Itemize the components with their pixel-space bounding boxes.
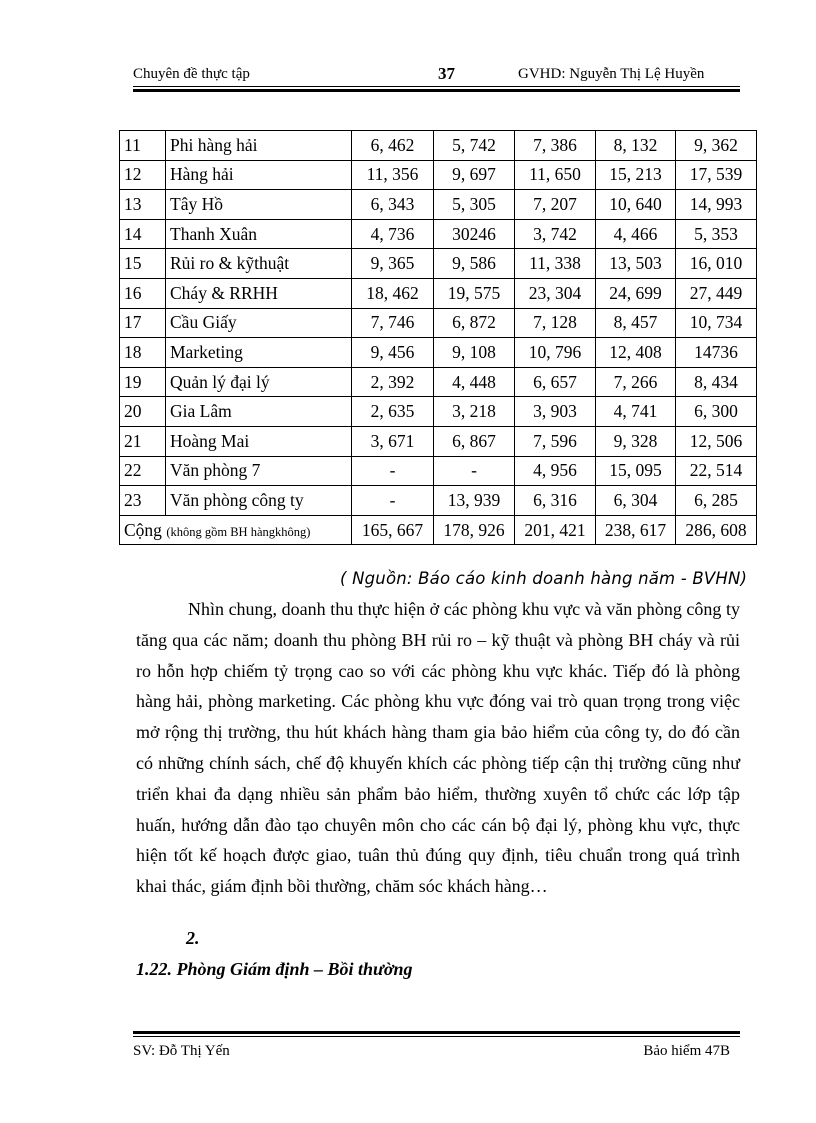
table-cell-v5: 14, 993 <box>676 190 757 220</box>
table-cell-no: 13 <box>120 190 166 220</box>
total-cell-v1: 165, 667 <box>352 515 434 545</box>
table-cell-v2: 9, 108 <box>434 338 515 368</box>
table-cell-name: Tây Hồ <box>166 190 352 220</box>
total-cell-v5: 286, 608 <box>676 515 757 545</box>
table-cell-v3: 7, 596 <box>515 426 596 456</box>
table-row <box>120 456 757 486</box>
total-cell-v2: 178, 926 <box>434 515 515 545</box>
table-cell-v4: 15, 213 <box>596 160 676 190</box>
table-cell-no: 11 <box>120 131 166 161</box>
table-cell-v4: 6, 304 <box>596 486 676 516</box>
table-cell-name: Rủi ro & kỹthuật <box>166 249 352 279</box>
table-cell-v1: 2, 392 <box>352 367 434 397</box>
table-cell-v5: 16, 010 <box>676 249 757 279</box>
table-cell-name: Quản lý đại lý <box>166 367 352 397</box>
table-cell-v1: 6, 343 <box>352 190 434 220</box>
table-cell-v1: 7, 746 <box>352 308 434 338</box>
table-cell-v1: 6, 462 <box>352 131 434 161</box>
table-cell-name: Thanh Xuân <box>166 219 352 249</box>
sub-number: 2. <box>186 928 200 948</box>
table-cell-v3: 23, 304 <box>515 278 596 308</box>
body-paragraph <box>136 594 740 902</box>
table-cell-v3: 4, 956 <box>515 456 596 486</box>
table-cell-v3: 7, 386 <box>515 131 596 161</box>
table-cell-v2: 6, 867 <box>434 426 515 456</box>
paragraph-text: Nhìn chung, doanh thu thực hiện ở các phòng khu vực và văn phòng công ty tăng qua các năm; doanh thu phòng BH rủi ro – kỹ thuật và phòng BH cháy và rủi ro hỗn hợp chiếm tỷ trọng cao so với các phòng khu vực khác. Tiếp đó là phòng hàng hải, phòng marketing. Các phòng khu vực đóng vai trò quan trọng trong việc mở rộng thị trường, thu hút khách hàng tham gia bảo hiểm của công ty, do đó cần có những chính sách, chế độ khuyến khích các phòng tiếp cận thị trường cũng như triển khai đa dạng nhiều sản phẩm bảo hiểm, thường xuyên tổ chức các lớp tập huấn, hướng dẫn đào tạo chuyên môn cho các cán bộ đại lý, phòng khu vực, thực hiện tốt kế hoạch được giao, tuân thủ đúng quy định, tiêu chuẩn trong quá trình khai thác, giám định bồi thường, chăm sóc khách hàng… <box>136 599 740 897</box>
table-cell-v1: 18, 462 <box>352 278 434 308</box>
table-cell-v3: 3, 903 <box>515 397 596 427</box>
footer-class: Bảo hiểm 47B <box>643 1043 730 1059</box>
table-cell-v3: 10, 796 <box>515 338 596 368</box>
table-cell-name: Hàng hải <box>166 160 352 190</box>
table-cell-v4: 10, 640 <box>596 190 676 220</box>
table-cell-v1: 11, 356 <box>352 160 434 190</box>
table-cell-no: 16 <box>120 278 166 308</box>
table-row <box>120 190 757 220</box>
table-source-note: ( Nguồn: Báo cáo kinh doanh hàng năm - BVHN) <box>340 569 748 588</box>
table-cell-v5: 5, 353 <box>676 219 757 249</box>
total-cell-v4: 238, 617 <box>596 515 676 545</box>
table-cell-v5: 17, 539 <box>676 160 757 190</box>
header-title: Chuyên đề thực tập <box>133 66 250 82</box>
table-cell-v2: 5, 305 <box>434 190 515 220</box>
table-cell-name: Văn phòng 7 <box>166 456 352 486</box>
table-cell-name: Cầu Giấy <box>166 308 352 338</box>
table-cell-name: Phi hàng hải <box>166 131 352 161</box>
page-header <box>133 64 740 86</box>
table-row <box>120 426 757 456</box>
table-cell-v2: 9, 697 <box>434 160 515 190</box>
table-cell-v4: 4, 466 <box>596 219 676 249</box>
table-cell-name: Gia Lâm <box>166 397 352 427</box>
table-cell-no: 17 <box>120 308 166 338</box>
table-cell-v4: 7, 266 <box>596 367 676 397</box>
table-row <box>120 219 757 249</box>
table-cell-v4: 9, 328 <box>596 426 676 456</box>
table-cell-v1: - <box>352 456 434 486</box>
table-cell-name: Marketing <box>166 338 352 368</box>
table-cell-v1: 4, 736 <box>352 219 434 249</box>
table-cell-v4: 24, 699 <box>596 278 676 308</box>
table-cell-v4: 4, 741 <box>596 397 676 427</box>
table-row <box>120 278 757 308</box>
table-cell-v5: 8, 434 <box>676 367 757 397</box>
table-cell-v5: 27, 449 <box>676 278 757 308</box>
table-cell-v2: - <box>434 456 515 486</box>
table-cell-v4: 15, 095 <box>596 456 676 486</box>
table-cell-no: 12 <box>120 160 166 190</box>
footer-student: SV: Đỗ Thị Yến <box>133 1043 230 1059</box>
header-rule-thick <box>133 89 740 92</box>
table-cell-v2: 19, 575 <box>434 278 515 308</box>
table-cell-no: 21 <box>120 426 166 456</box>
table-cell-v1: 3, 671 <box>352 426 434 456</box>
table-cell-v5: 22, 514 <box>676 456 757 486</box>
table-row <box>120 308 757 338</box>
table-cell-v5: 6, 285 <box>676 486 757 516</box>
table-cell-v2: 5, 742 <box>434 131 515 161</box>
table-cell-v4: 12, 408 <box>596 338 676 368</box>
table-row <box>120 249 757 279</box>
table-row <box>120 486 757 516</box>
table-cell-v3: 11, 338 <box>515 249 596 279</box>
table-cell-v4: 8, 132 <box>596 131 676 161</box>
page-number: 37 <box>438 64 455 83</box>
table-cell-no: 23 <box>120 486 166 516</box>
table-cell-v4: 8, 457 <box>596 308 676 338</box>
table-cell-name: Cháy & RRHH <box>166 278 352 308</box>
header-supervisor: GVHD: Nguyễn Thị Lệ Huyền <box>518 66 705 82</box>
table-cell-name: Hoàng Mai <box>166 426 352 456</box>
table-cell-v3: 11, 650 <box>515 160 596 190</box>
total-note: (không gồm BH hàngkhông) <box>166 524 311 539</box>
table-row <box>120 131 757 161</box>
table-cell-v2: 4, 448 <box>434 367 515 397</box>
table-cell-no: 14 <box>120 219 166 249</box>
table-cell-v3: 6, 316 <box>515 486 596 516</box>
footer-rule-thin <box>133 1036 740 1037</box>
table-cell-no: 15 <box>120 249 166 279</box>
table-row <box>120 397 757 427</box>
table-cell-v5: 6, 300 <box>676 397 757 427</box>
table-row <box>120 160 757 190</box>
table-cell-v3: 3, 742 <box>515 219 596 249</box>
table-cell-v1: 9, 456 <box>352 338 434 368</box>
table-cell-v4: 13, 503 <box>596 249 676 279</box>
table-cell-v2: 13, 939 <box>434 486 515 516</box>
table-row <box>120 338 757 368</box>
table-cell-no: 19 <box>120 367 166 397</box>
total-label-cell <box>120 515 352 545</box>
table-cell-v1: 2, 635 <box>352 397 434 427</box>
table-cell-v2: 6, 872 <box>434 308 515 338</box>
table-row <box>120 367 757 397</box>
footer-rule-thick <box>133 1031 740 1034</box>
table-cell-no: 20 <box>120 397 166 427</box>
table-cell-no: 22 <box>120 456 166 486</box>
table-cell-v5: 12, 506 <box>676 426 757 456</box>
section-heading: 1.22. Phòng Giám định – Bồi thường <box>136 959 413 979</box>
table-cell-v2: 9, 586 <box>434 249 515 279</box>
table-cell-v3: 7, 207 <box>515 190 596 220</box>
table-cell-v2: 3, 218 <box>434 397 515 427</box>
table-cell-v1: 9, 365 <box>352 249 434 279</box>
table-cell-v5: 10, 734 <box>676 308 757 338</box>
table-cell-v1: - <box>352 486 434 516</box>
table-cell-v3: 6, 657 <box>515 367 596 397</box>
table-cell-v3: 7, 128 <box>515 308 596 338</box>
table-cell-no: 18 <box>120 338 166 368</box>
header-rule-thin <box>133 86 740 87</box>
revenue-table <box>119 130 757 545</box>
table-cell-v5: 9, 362 <box>676 131 757 161</box>
table-cell-v5: 14736 <box>676 338 757 368</box>
total-label: Cộng <box>124 519 162 540</box>
table-cell-v2: 30246 <box>434 219 515 249</box>
table-cell-name: Văn phòng công ty <box>166 486 352 516</box>
table-total-row <box>120 515 757 545</box>
total-cell-v3: 201, 421 <box>515 515 596 545</box>
